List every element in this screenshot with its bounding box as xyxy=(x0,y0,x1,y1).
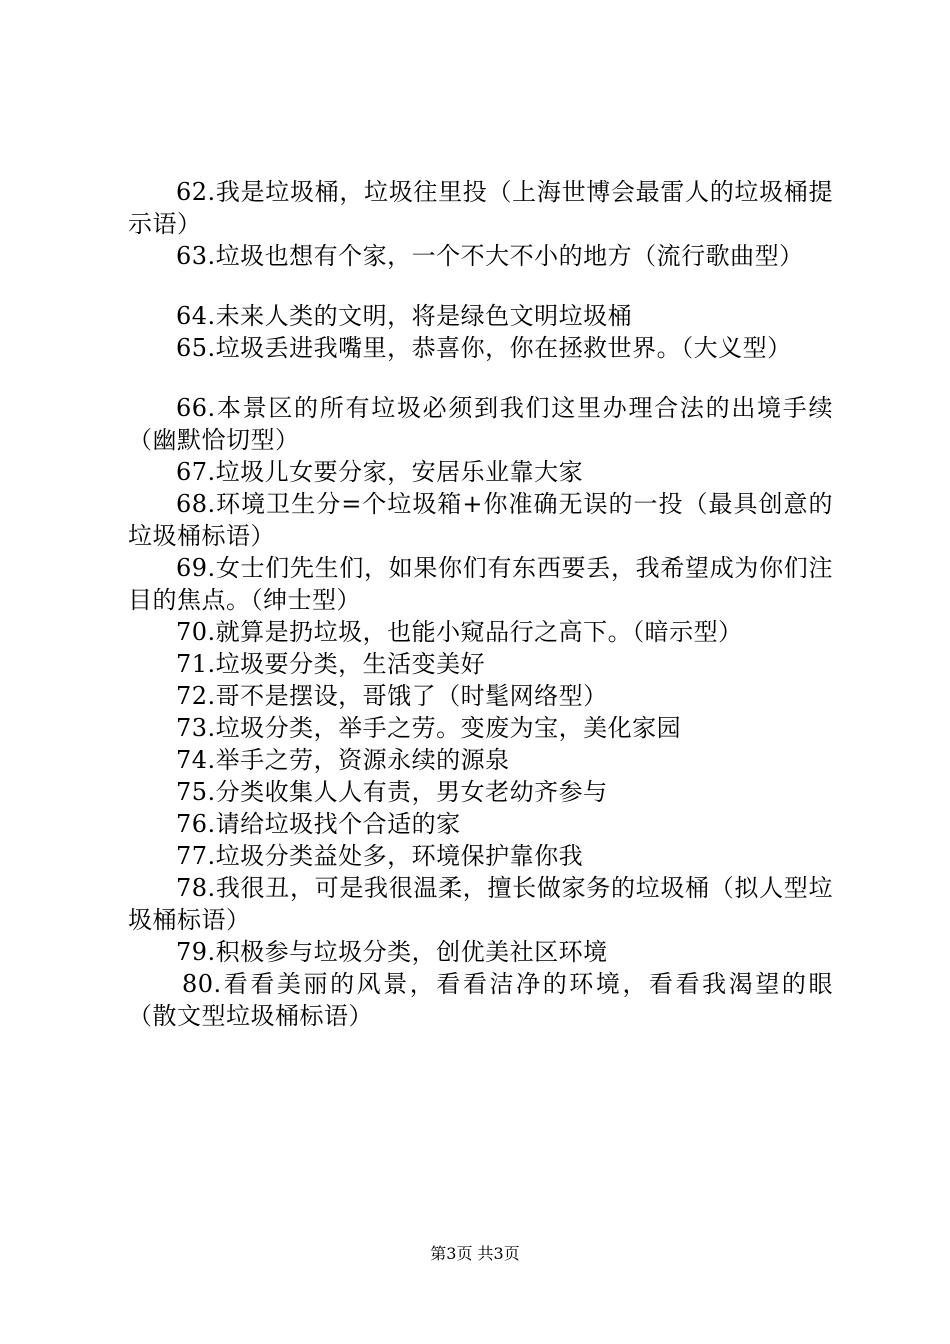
slogan-item-70: 70.就算是扔垃圾，也能小窥品行之高下。（暗示型） xyxy=(176,618,743,646)
slogan-list xyxy=(128,176,833,1032)
slogan-item-69: 69.女士们先生们，如果你们有东西要丢，我希望成为你们注目的焦点。（绅士型） xyxy=(128,554,833,614)
page-number-footer: 第3页 共3页 xyxy=(430,1244,520,1263)
slogan-item-75: 75.分类收集人人有责，男女老幼齐参与 xyxy=(176,778,608,806)
slogan-item-78: 78.我很丑，可是我很温柔，擅长做家务的垃圾桶（拟人型垃圾桶标语） xyxy=(128,874,833,934)
slogan-item-76: 76.请给垃圾找个合适的家 xyxy=(176,810,461,838)
slogan-item-63: 63.垃圾也想有个家，一个不大不小的地方（流行歌曲型） xyxy=(176,242,804,270)
slogan-item-67: 67.垃圾儿女要分家，安居乐业靠大家 xyxy=(176,458,584,486)
slogan-item-65: 65.垃圾丢进我嘴里，恭喜你，你在拯救世界。（大义型） xyxy=(176,334,792,362)
slogan-item-64: 64.未来人类的文明，将是绿色文明垃圾桶 xyxy=(176,302,633,330)
slogan-item-74: 74.举手之劳，资源永续的源泉 xyxy=(176,746,510,774)
slogan-item-72: 72.哥不是摆设，哥饿了（时髦网络型） xyxy=(176,682,608,710)
slogan-item-62: 62.我是垃圾桶，垃圾往里投（上海世博会最雷人的垃圾桶提示语） xyxy=(128,178,833,238)
slogan-item-77: 77.垃圾分类益处多，环境保护靠你我 xyxy=(176,842,584,870)
slogan-item-71: 71.垃圾要分类，生活变美好 xyxy=(176,650,486,678)
slogan-item-66: 66.本景区的所有垃圾必须到我们这里办理合法的出境手续（幽默恰切型） xyxy=(128,394,833,454)
slogan-item-79: 79.积极参与垃圾分类，创优美社区环境 xyxy=(176,938,608,966)
slogan-item-73: 73.垃圾分类，举手之劳。变废为宝，美化家园 xyxy=(176,714,682,742)
slogan-item-80: 80.看看美丽的风景，看看洁净的环境，看看我渴望的眼（散文型垃圾桶标语） xyxy=(128,970,833,1030)
slogan-item-68: 68.环境卫生分=个垃圾箱+你准确无误的一投（最具创意的垃圾桶标语） xyxy=(128,490,833,550)
